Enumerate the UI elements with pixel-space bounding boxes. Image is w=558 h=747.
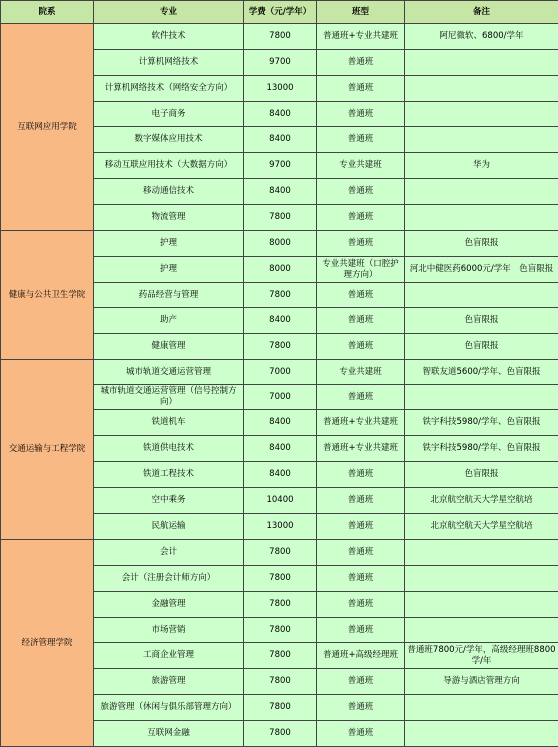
class-type-cell: 普通班: [317, 721, 405, 747]
remarks-cell: 色盲限报: [405, 462, 558, 488]
table-row: [1, 231, 558, 257]
tuition-cell: 7800: [244, 592, 317, 618]
remarks-cell: 色盲限报: [405, 308, 558, 334]
class-type-cell: 普通班: [317, 283, 405, 308]
tuition-cell: 9700: [244, 50, 317, 76]
class-type-cell: 普通班: [317, 127, 405, 153]
tuition-cell: 7800: [244, 566, 317, 592]
table-body: [1, 24, 558, 747]
class-type-cell: 普通班: [317, 50, 405, 76]
remarks-cell: [405, 127, 558, 153]
major-cell: 铁道工程技术: [94, 462, 244, 488]
major-cell: 物流管理: [94, 205, 244, 231]
major-cell: 计算机网络技术（网络安全方向）: [94, 76, 244, 102]
tuition-cell: 13000: [244, 514, 317, 540]
tuition-cell: 8400: [244, 179, 317, 205]
remarks-cell: [405, 76, 558, 102]
major-cell: 移动通信技术: [94, 179, 244, 205]
remarks-cell: [405, 179, 558, 205]
tuition-cell: 13000: [244, 76, 317, 102]
remarks-cell: 智联友道5600/学年、色盲限报: [405, 360, 558, 385]
remarks-cell: 河北中健医药6000元/学年 色盲限报: [405, 257, 558, 283]
major-cell: 城市轨道交通运营管理: [94, 360, 244, 385]
class-type-cell: 普通班: [317, 592, 405, 618]
tuition-cell: 7800: [244, 205, 317, 231]
class-type-cell: 普通班+专业共建班: [317, 436, 405, 462]
class-type-cell: 普通班: [317, 618, 405, 643]
major-cell: 移动互联应用技术（大数据方向）: [94, 153, 244, 179]
tuition-cell: 7800: [244, 24, 317, 50]
class-type-cell: 普通班: [317, 566, 405, 592]
tuition-cell: 8000: [244, 257, 317, 283]
table-row: [1, 360, 558, 385]
tuition-cell: 8400: [244, 410, 317, 436]
major-cell: 计算机网络技术: [94, 50, 244, 76]
tuition-cell: 8400: [244, 127, 317, 153]
major-cell: 民航运输: [94, 514, 244, 540]
remarks-cell: 色盲限报: [405, 231, 558, 257]
remarks-cell: 导游与酒店管理方向: [405, 669, 558, 695]
major-cell: 城市轨道交通运营管理（信号控制方向）: [94, 385, 244, 410]
remarks-cell: 华为: [405, 153, 558, 179]
class-type-cell: 普通班: [317, 205, 405, 231]
major-cell: 会计: [94, 540, 244, 566]
major-cell: 助产: [94, 308, 244, 334]
remarks-cell: [405, 695, 558, 721]
header-college: 院系: [1, 1, 94, 24]
college-name-cell: 经济管理学院: [1, 540, 94, 747]
major-cell: 药品经营与管理: [94, 283, 244, 308]
major-cell: 护理: [94, 231, 244, 257]
tuition-cell: 7800: [244, 669, 317, 695]
class-type-cell: 普通班: [317, 334, 405, 360]
class-type-cell: 普通班+高级经理班: [317, 643, 405, 669]
remarks-cell: 北京航空航天大学星空航培: [405, 514, 558, 540]
tuition-cell: 7800: [244, 618, 317, 643]
class-type-cell: 专业共建班: [317, 360, 405, 385]
tuition-cell: 8400: [244, 102, 317, 127]
tuition-cell: 10400: [244, 488, 317, 514]
major-cell: 互联网金融: [94, 721, 244, 747]
college-name-cell: 互联网应用学院: [1, 24, 94, 231]
header-tuition: 学费（元/学年）: [244, 1, 317, 24]
header-remarks: 备注: [405, 1, 558, 24]
class-type-cell: 普通班+专业共建班: [317, 24, 405, 50]
tuition-cell: 7000: [244, 360, 317, 385]
major-cell: 工商企业管理: [94, 643, 244, 669]
class-type-cell: 普通班: [317, 669, 405, 695]
remarks-cell: 铁宇科技5980/学年、色盲限报: [405, 410, 558, 436]
class-type-cell: 普通班: [317, 308, 405, 334]
tuition-cell: 7800: [244, 283, 317, 308]
remarks-cell: [405, 618, 558, 643]
tuition-cell: 7800: [244, 695, 317, 721]
class-type-cell: 普通班: [317, 488, 405, 514]
remarks-cell: [405, 50, 558, 76]
remarks-cell: [405, 540, 558, 566]
remarks-cell: [405, 102, 558, 127]
tuition-cell: 8400: [244, 308, 317, 334]
tuition-cell: 7800: [244, 721, 317, 747]
major-cell: 电子商务: [94, 102, 244, 127]
class-type-cell: 普通班: [317, 462, 405, 488]
major-cell: 旅游管理（休闲与俱乐部管理方向）: [94, 695, 244, 721]
remarks-cell: 北京航空航天大学星空航培: [405, 488, 558, 514]
major-cell: 护理: [94, 257, 244, 283]
table-header-row: [1, 1, 558, 24]
remarks-cell: 阿尼微软、6800/学年: [405, 24, 558, 50]
class-type-cell: 专业共建班: [317, 153, 405, 179]
class-type-cell: 专业共建班（口腔护理方向）: [317, 257, 405, 283]
major-cell: 铁道机车: [94, 410, 244, 436]
class-type-cell: 普通班: [317, 695, 405, 721]
table-row: [1, 24, 558, 50]
class-type-cell: 普通班: [317, 514, 405, 540]
remarks-cell: [405, 592, 558, 618]
tuition-cell: 8400: [244, 462, 317, 488]
college-name-cell: 交通运输与工程学院: [1, 360, 94, 540]
remarks-cell: 普通班7800元/学年，高级经理班8800学/年: [405, 643, 558, 669]
remarks-cell: 铁宇科技5980/学年、色盲限报: [405, 436, 558, 462]
header-major: 专业: [94, 1, 244, 24]
major-cell: 铁道供电技术: [94, 436, 244, 462]
class-type-cell: 普通班: [317, 102, 405, 127]
table-row: [1, 540, 558, 566]
remarks-cell: [405, 205, 558, 231]
class-type-cell: 普通班: [317, 385, 405, 410]
major-cell: 软件技术: [94, 24, 244, 50]
tuition-cell: 7000: [244, 385, 317, 410]
class-type-cell: 普通班: [317, 540, 405, 566]
remarks-cell: [405, 283, 558, 308]
header-class-type: 班型: [317, 1, 405, 24]
tuition-cell: 7800: [244, 643, 317, 669]
class-type-cell: 普通班+专业共建班: [317, 410, 405, 436]
tuition-cell: 8400: [244, 436, 317, 462]
college-name-cell: 健康与公共卫生学院: [1, 231, 94, 360]
tuition-cell: 7800: [244, 334, 317, 360]
remarks-cell: 色盲限报: [405, 334, 558, 360]
major-cell: 旅游管理: [94, 669, 244, 695]
tuition-cell: 9700: [244, 153, 317, 179]
remarks-cell: [405, 385, 558, 410]
class-type-cell: 普通班: [317, 179, 405, 205]
major-cell: 空中乘务: [94, 488, 244, 514]
class-type-cell: 普通班: [317, 76, 405, 102]
remarks-cell: [405, 566, 558, 592]
major-cell: 数字媒体应用技术: [94, 127, 244, 153]
class-type-cell: 普通班: [317, 231, 405, 257]
remarks-cell: [405, 721, 558, 747]
tuition-cell: 7800: [244, 540, 317, 566]
major-cell: 会计（注册会计师方向）: [94, 566, 244, 592]
tuition-cell: 8000: [244, 231, 317, 257]
major-cell: 金融管理: [94, 592, 244, 618]
major-cell: 健康管理: [94, 334, 244, 360]
major-cell: 市场营销: [94, 618, 244, 643]
